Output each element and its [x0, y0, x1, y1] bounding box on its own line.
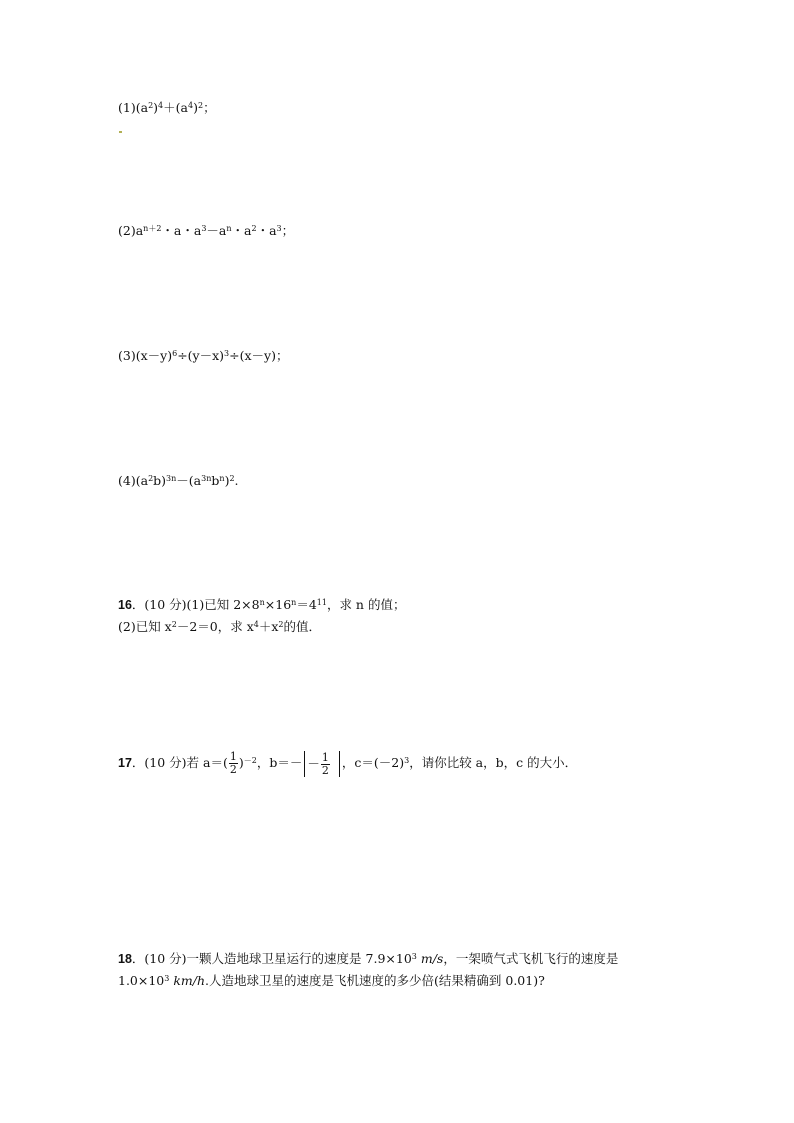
question-18-line-2: $1.0\times 10^3$ km/h.人造地球卫星的速度是飞机速度的多少倍(结果精确到 0.01)? [118, 973, 545, 988]
problem-1: $(1)(a^2)^4+(a^4)^2$； [118, 100, 216, 115]
fraction-one-half: $\frac{1}{2}$ [321, 750, 329, 777]
question-16-line-1: 16．(10 分)(1)已知 $2\times 8^n\times 16^n=4^{11}$，求 n 的值； [118, 597, 406, 612]
question-16-number: 16 [118, 598, 132, 612]
question-16-line-2: (2)已知 $x^2-2=0$，求 $x^4+x^2$的值． [118, 619, 322, 634]
problem-4: $(4)(a^2b)^{3n}-(a^{3n}b^n)^2$. [118, 473, 239, 488]
problem-3: $(3)(x-y)^6\div(y-x)^3\div(x-y)$； [118, 348, 289, 363]
absolute-value: － $\frac{1}{2}$ [304, 751, 340, 777]
fraction-one-half: $\frac{1}{2}$ [229, 750, 237, 776]
question-17-number: 17 [118, 756, 132, 770]
question-18-line-1: 18．(10 分)一颗人造地球卫星运行的速度是 $7.9\times 10^3$ m/s，一架喷气式飞机飞行的速度是 [118, 951, 619, 966]
problem-2: $(2)a^{n+2}$・a・$a^3-a^n$・$a^2$・$a^3$； [118, 223, 295, 238]
question-17: 17．(10 分)若 a＝( $\frac{1}{2}$ )$^{-2}$，b＝－ － $\frac{1}{2}$ ，$c=(-2)^3$，请你比较 a，b，c 的大小． [118, 750, 578, 777]
stray-mark [119, 131, 122, 133]
question-18-number: 18 [118, 952, 132, 966]
